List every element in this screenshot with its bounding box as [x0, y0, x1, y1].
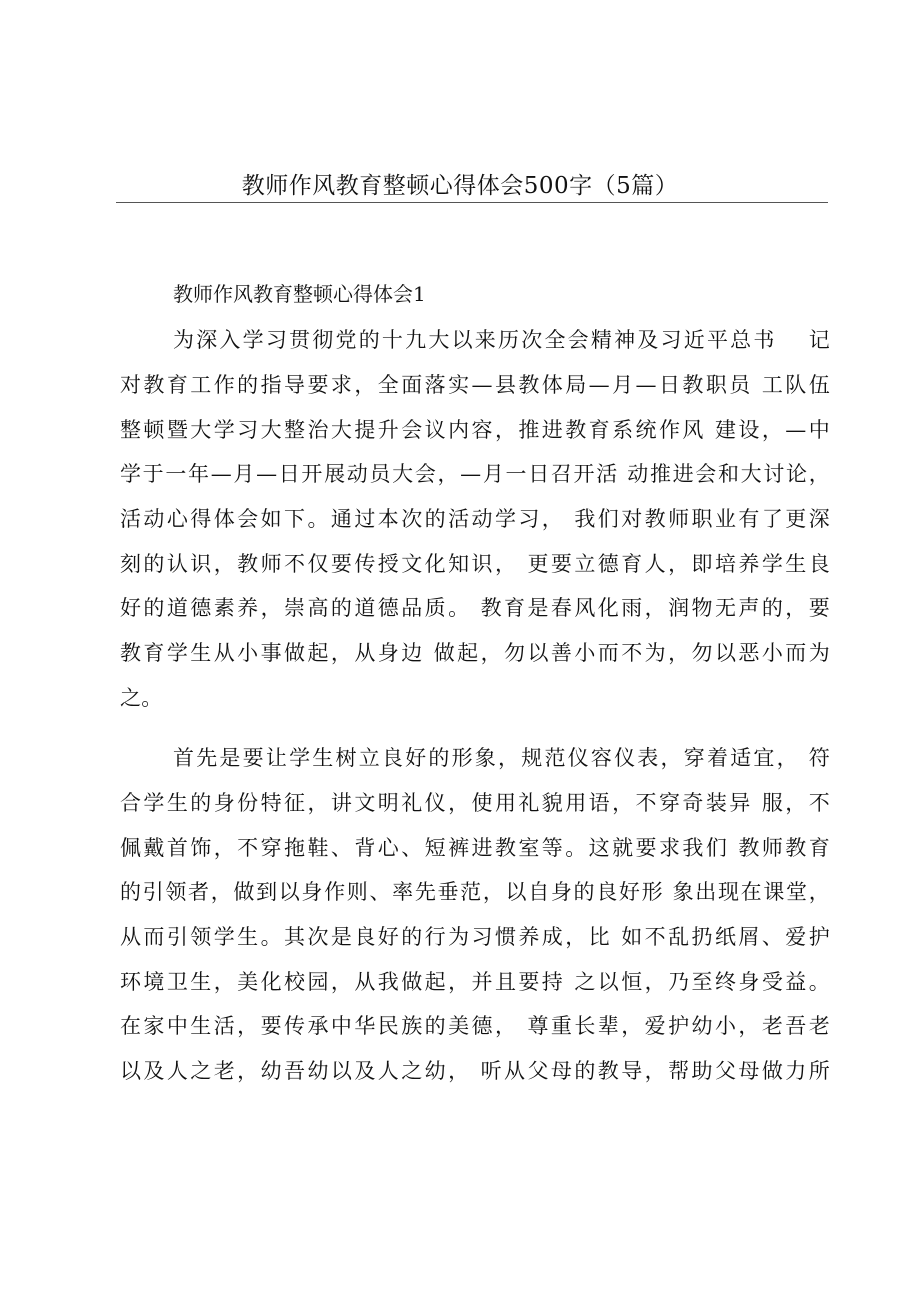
paragraph1-line: 教育学生从小事做起，从身边 做起，勿以善小而不为，勿以恶小而为: [120, 641, 830, 665]
paragraph2-line: 以及人之老，幼吾幼以及人之幼， 听从父母的教导，帮助父母做力所: [120, 1059, 830, 1083]
paragraph2-line: 首先是要让学生树立良好的形象，规范仪容仪表，穿着适宜， 符: [173, 746, 830, 770]
paragraph1-line: 活动心得体会如下。通过本次的活动学习， 我们对教师职业有了更深: [120, 507, 830, 531]
paragraph1-line: 刻的认识，教师不仅要传授文化知识， 更要立德育人，即培养学生良: [120, 552, 830, 576]
paragraph1-line: 对教育工作的指导要求，全面落实—县教体局—月—日教职员 工队伍: [120, 373, 830, 397]
section-heading: 教师作风教育整顿心得体会1: [173, 282, 426, 306]
title-underline-divider: [116, 202, 828, 203]
paragraph2-line: 环境卫生，美化校园，从我做起，并且要持 之以恒，乃至终身受益。: [120, 970, 830, 994]
paragraph2-line: 合学生的身份特征，讲文明礼仪，使用礼貌用语，不穿奇装异 服，不: [120, 791, 830, 815]
paragraph2-line: 的引领者，做到以身作则、率先垂范，以自身的良好形 象出现在课堂，: [120, 880, 830, 904]
paragraph1-line: 整顿暨大学习大整治大提升会议内容，推进教育系统作风 建设，—中: [120, 418, 830, 442]
paragraph1-line: 为深入学习贯彻党的十九大以来历次全会精神及习近平总书 记: [173, 328, 830, 352]
paragraph2-line: 从而引领学生。其次是良好的行为习惯养成，比 如不乱扔纸屑、爱护: [120, 925, 830, 949]
paragraph1-line: 好的道德素养，崇高的道德品质。 教育是春风化雨，润物无声的，要: [120, 596, 830, 620]
paragraph2-line: 佩戴首饰，不穿拖鞋、背心、短裤进教室等。这就要求我们 教师教育: [120, 836, 830, 860]
paragraph2-line: 在家中生活，要传承中华民族的美德， 尊重长辈，爱护幼小，老吾老: [120, 1014, 830, 1038]
paragraph1-line: 之。: [120, 686, 163, 710]
paragraph1-line: 学于一年—月—日开展动员大会，—月一日召开活 动推进会和大讨论，: [120, 462, 830, 486]
document-title: 教师作风教育整顿心得体会500字（5篇）: [241, 173, 679, 199]
